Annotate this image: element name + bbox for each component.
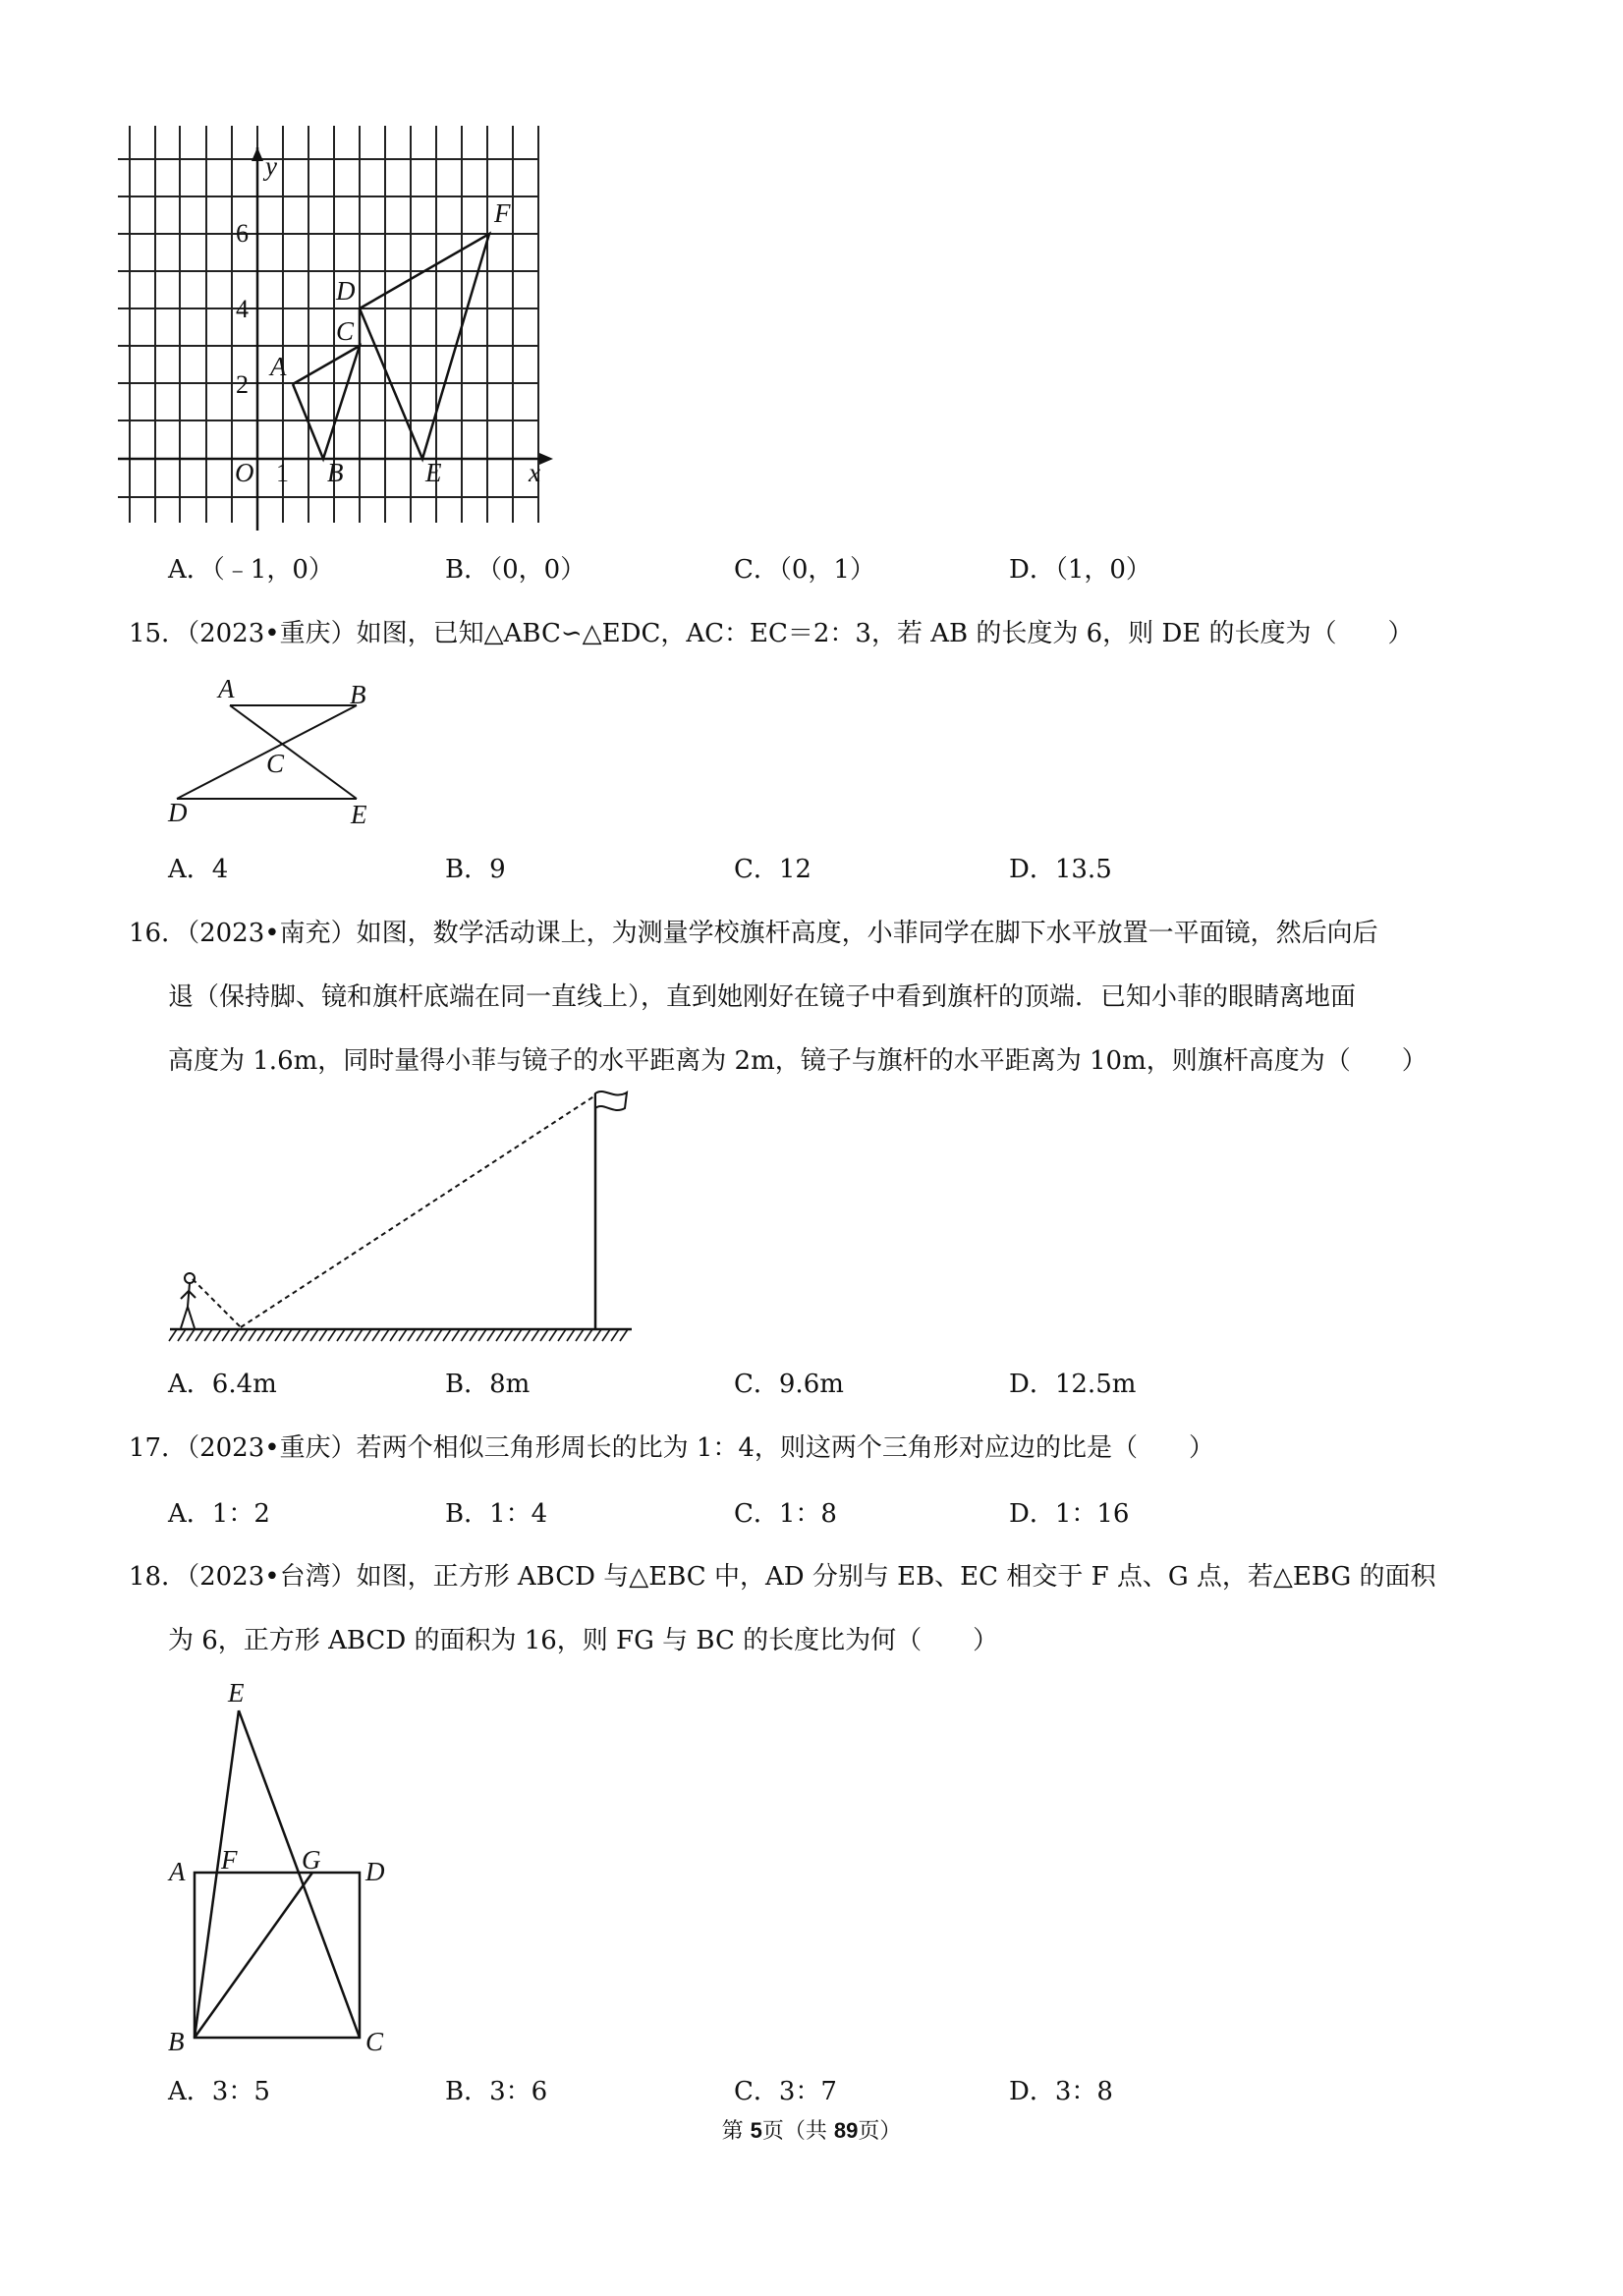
q14-option-c: C．（0，1） <box>734 555 875 585</box>
x-axis-label: x <box>529 458 540 487</box>
q15-label-D: D <box>168 798 188 827</box>
q15-label-A: A <box>218 674 235 703</box>
q15-option-c: C．12 <box>734 855 812 884</box>
q18-label-A: A <box>169 1857 186 1886</box>
point-label-C: C <box>336 316 355 346</box>
q18-option-c: C．3：7 <box>734 2077 837 2106</box>
point-label-E: E <box>425 458 442 487</box>
point-label-A: A <box>270 352 287 381</box>
footer-page-number: 5 <box>750 2118 762 2143</box>
q18-label-F: F <box>221 1845 238 1875</box>
q14-option-b: B．（0，0） <box>445 555 587 585</box>
q14-option-d: D．（1，0） <box>1009 555 1151 585</box>
q16-question-line1: 16．（2023•南充）如图，数学活动课上，为测量学校旗杆高度，小菲同学在脚下水平放置一平面镜，然后向后 <box>129 919 1378 948</box>
flag-icon <box>595 1092 627 1110</box>
q18-label-D: D <box>365 1857 385 1886</box>
q16-option-b: B．8m <box>445 1370 531 1399</box>
footer-prefix: 第 <box>721 2119 751 2144</box>
q18-option-d: D．3：8 <box>1009 2077 1113 2106</box>
q18-label-E: E <box>228 1678 245 1708</box>
origin-label: O <box>235 458 254 487</box>
q17-option-a: A．1：2 <box>168 1499 270 1529</box>
page-footer <box>0 2118 1623 2145</box>
q18-question-line1: 18．（2023•台湾）如图，正方形 ABCD 与△EBC 中，AD 分别与 EB、EC 相交于 F 点、G 点，若△EBG 的面积 <box>129 1562 1436 1592</box>
q18-label-G: G <box>302 1845 321 1875</box>
q17-question-text: 17．（2023•重庆）若两个相似三角形周长的比为 1：4，则这两个三角形对应边的比是（ ） <box>129 1433 1214 1463</box>
q15-option-d: D．13.5 <box>1009 855 1112 884</box>
point-label-D: D <box>336 276 356 306</box>
q17-option-d: D．1：16 <box>1009 1499 1130 1529</box>
q18-label-B: B <box>168 2027 185 2056</box>
footer-suffix: 页） <box>858 2119 902 2144</box>
q16-question-line3: 高度为 1.6m，同时量得小菲与镜子的水平距离为 2m，镜子与旗杆的水平距离为 10m，则旗杆高度为（ ） <box>168 1046 1427 1076</box>
q14-option-a: A．（﹣1，0） <box>168 555 334 585</box>
q15-label-E: E <box>351 800 367 829</box>
q16-option-d: D．12.5m <box>1009 1370 1137 1399</box>
footer-middle: 页（共 <box>761 2119 834 2144</box>
tick-y-4: 4 <box>236 295 249 323</box>
q15-label-C: C <box>266 749 285 778</box>
tick-y-6: 6 <box>236 219 249 248</box>
q16-option-c: C．9.6m <box>734 1370 844 1399</box>
q18-label-C: C <box>365 2027 384 2056</box>
tick-y-2: 2 <box>236 370 249 399</box>
q15-option-b: B．9 <box>445 855 506 884</box>
q16-option-a: A．6.4m <box>168 1370 277 1399</box>
q17-option-c: C．1：8 <box>734 1499 837 1529</box>
q18-question-line2: 为 6，正方形 ABCD 的面积为 16，则 FG 与 BC 的长度比为何（ ） <box>168 1626 999 1655</box>
q18-option-a: A．3：5 <box>168 2077 270 2106</box>
q15-label-B: B <box>350 680 366 709</box>
tick-x-1: 1 <box>276 459 289 487</box>
point-label-B: B <box>327 458 344 487</box>
q15-option-a: A．4 <box>168 855 229 884</box>
q18-option-b: B．3：6 <box>445 2077 548 2106</box>
q18-figure <box>0 0 413 2063</box>
footer-total-pages: 89 <box>833 2118 859 2143</box>
q15-question-text: 15．（2023•重庆）如图，已知△ABC∽△EDC，AC：EC＝2：3，若 AB 的长度为 6，则 DE 的长度为（ ） <box>129 619 1414 648</box>
point-label-F: F <box>494 198 511 228</box>
y-axis-label: y <box>265 151 277 181</box>
square-ABCD <box>195 1873 360 2038</box>
q17-option-b: B．1：4 <box>445 1499 548 1529</box>
segment-BG <box>195 1873 312 2038</box>
q16-question-line2: 退（保持脚、镜和旗杆底端在同一直线上），直到她刚好在镜子中看到旗杆的顶端．已知小菲的眼睛离地面 <box>168 982 1357 1012</box>
segment-EC <box>239 1710 360 2038</box>
